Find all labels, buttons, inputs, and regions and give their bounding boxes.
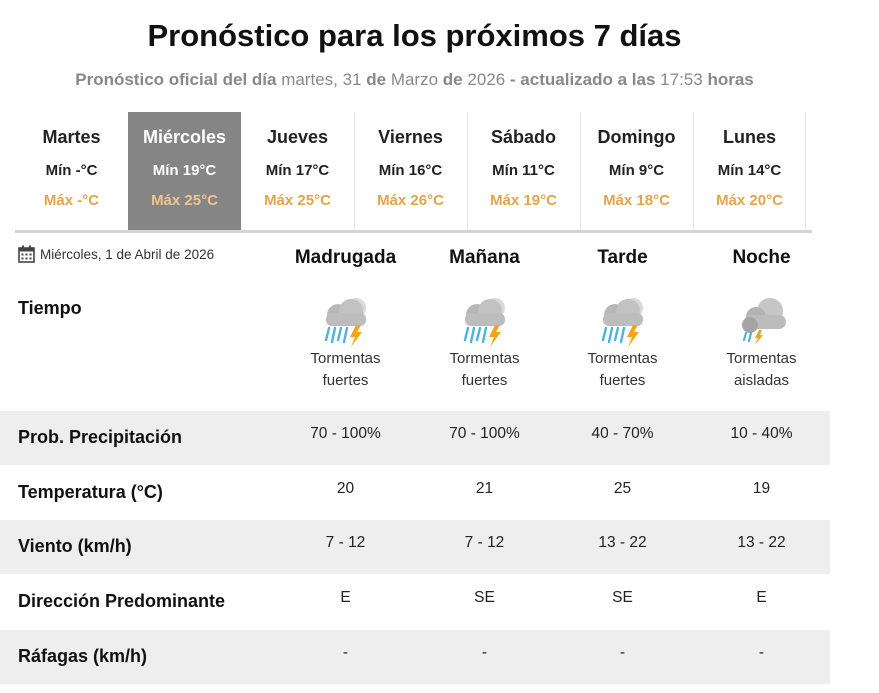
cell-value: 21	[475, 480, 494, 497]
cell-value: 7 - 12	[464, 534, 505, 551]
row-temperature	[0, 466, 830, 520]
period-tarde: Tarde	[597, 247, 648, 268]
day-min: Mín 11°C	[492, 162, 555, 179]
calendar-icon	[18, 245, 35, 263]
day-min: Mín 14°C	[717, 162, 782, 179]
day-name: Lunes	[722, 127, 776, 147]
day-name: Domingo	[597, 127, 676, 147]
day-min: Mín 19°C	[152, 162, 217, 179]
day-tabs	[15, 112, 812, 233]
row-label: Ráfagas (km/h)	[18, 646, 148, 666]
day-tab-viernes[interactable]	[354, 112, 467, 230]
day-max: Máx 25°C	[264, 192, 331, 209]
forecast-subtitle: Pronóstico oficial del día martes, 31 de Marzo de 2026 - actualizado a las 17:53 horas	[75, 70, 754, 89]
cell-value: 7 - 12	[325, 534, 366, 551]
weather-desc: Tormentas fuertes	[449, 350, 520, 389]
period-manana: Mañana	[449, 247, 520, 268]
row-wind	[0, 520, 830, 574]
weather-label: Tiempo	[18, 298, 82, 318]
day-tab-martes[interactable]	[15, 112, 128, 230]
cell-value: 13 - 22	[598, 534, 647, 551]
cell-value: 13 - 22	[737, 534, 786, 551]
cell-value: 25	[613, 480, 632, 497]
period-madrugada: Madrugada	[294, 247, 397, 268]
row-precipitation	[0, 411, 830, 465]
day-max: Máx -°C	[43, 192, 100, 209]
weather-desc: Tormentas aisladas	[726, 350, 797, 389]
cell-value: SE	[612, 589, 633, 606]
day-min: Mín 17°C	[265, 162, 330, 179]
day-max: Máx 26°C	[377, 192, 444, 209]
cell-value: -	[619, 644, 626, 661]
weather-desc: Tormentas fuertes	[310, 350, 381, 389]
row-label: Temperatura (°C)	[18, 482, 163, 502]
day-max: Máx 20°C	[716, 192, 783, 209]
day-min: Mín 9°C	[608, 162, 665, 179]
cell-value: 70 - 100%	[449, 425, 520, 442]
weather-desc: Tormentas fuertes	[587, 350, 658, 389]
row-label: Dirección Predominante	[18, 591, 226, 611]
day-max: Máx 19°C	[490, 192, 557, 209]
cell-value: SE	[474, 589, 495, 606]
cell-value: -	[758, 644, 765, 661]
selected-date-text: Miércoles, 1 de Abril de 2026	[40, 246, 215, 262]
period-noche: Noche	[732, 247, 791, 268]
storm-day-icon	[553, 295, 692, 347]
row-wind-direction	[0, 575, 830, 629]
day-tab-jueves[interactable]	[241, 112, 354, 230]
cell-value: E	[756, 589, 767, 606]
day-tab-lunes[interactable]	[693, 112, 806, 230]
cell-value: 40 - 70%	[591, 425, 654, 442]
day-name: Martes	[42, 127, 101, 147]
day-max: Máx 25°C	[151, 192, 218, 209]
cell-value: 19	[752, 480, 771, 497]
day-max: Máx 18°C	[603, 192, 670, 209]
day-min: Mín 16°C	[378, 162, 443, 179]
row-label: Prob. Precipitación	[18, 427, 183, 447]
day-min: Mín -°C	[45, 162, 98, 179]
day-name: Viernes	[378, 127, 443, 147]
cell-value: 70 - 100%	[310, 425, 381, 442]
day-name: Jueves	[266, 127, 329, 147]
cell-value: -	[481, 644, 488, 661]
cell-value: E	[340, 589, 351, 606]
storm-day-icon	[415, 295, 554, 347]
day-name: Sábado	[490, 127, 556, 147]
cell-value: 10 - 40%	[730, 425, 793, 442]
storm-day-icon	[276, 295, 415, 347]
day-tab-domingo[interactable]	[580, 112, 693, 230]
storm-cloud-icon	[692, 295, 831, 347]
day-tab-sabado[interactable]	[467, 112, 580, 230]
cell-value: -	[342, 644, 349, 661]
day-name: Miércoles	[142, 127, 227, 147]
row-label: Viento (km/h)	[18, 536, 132, 556]
cell-value: 20	[336, 480, 355, 497]
selected-date	[18, 245, 214, 263]
day-tab-miercoles[interactable]	[128, 112, 241, 230]
page-title: Pronóstico para los próximos 7 días	[147, 18, 682, 53]
row-gusts	[0, 630, 830, 684]
